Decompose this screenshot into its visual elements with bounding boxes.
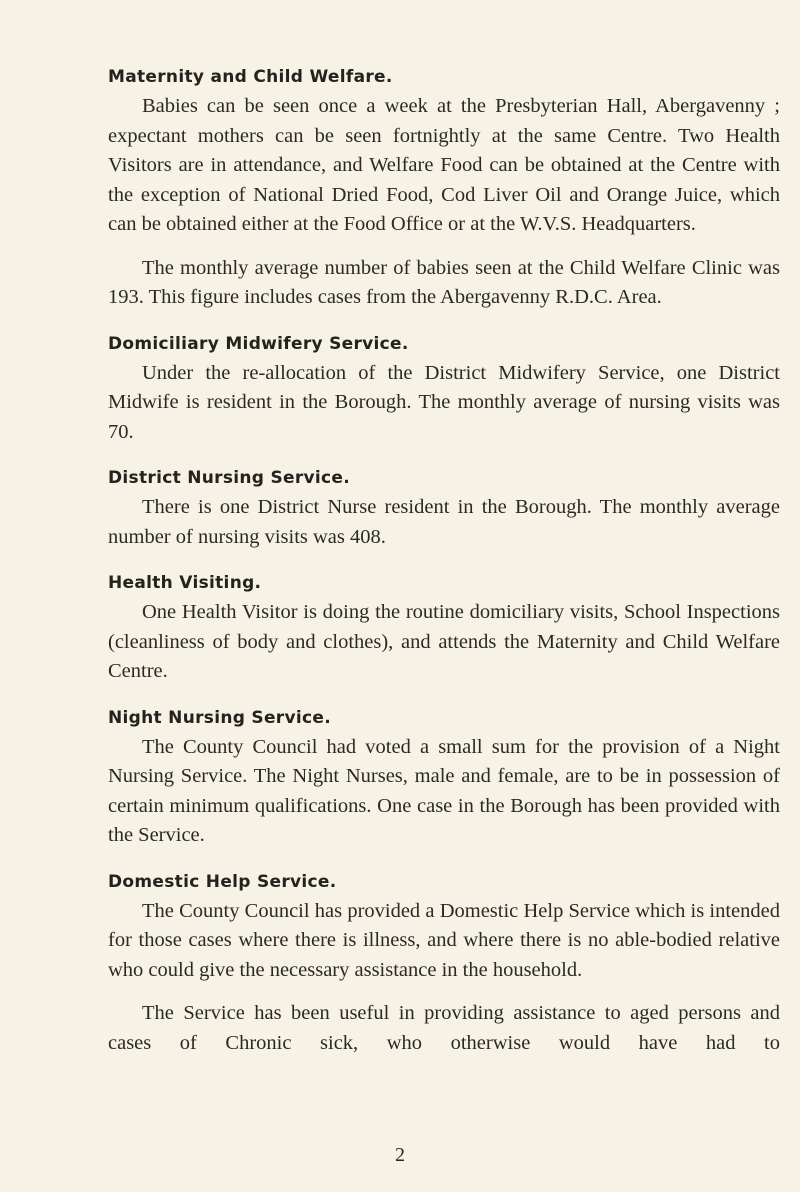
paragraph: The County Council has provided a Domestic Help Service which is intended for those cases where there is illness, and where there is no able-bodied relative who could give the necessary assistance in the household. bbox=[108, 899, 780, 981]
page-body bbox=[108, 64, 780, 1058]
paragraph: The County Council had voted a small sum for the provision of a Night Nursing Service. The Night Nurses, male and female, are to be in possession of certain minimum qualifications. One case in the Borough has been provided with the Service. bbox=[108, 735, 780, 846]
section-heading: Health Visiting. bbox=[108, 573, 262, 593]
paragraph: The Service has been useful in providing assistance to aged persons and cases of Chronic sick, who otherwise would have had to bbox=[108, 1002, 780, 1054]
section-district-nursing bbox=[108, 465, 780, 552]
section-night-nursing bbox=[108, 705, 780, 851]
section-health-visiting bbox=[108, 570, 780, 687]
paragraph: The monthly average number of babies seen at the Child Welfare Clinic was 193. This figure includes cases from the Abergavenny R.D.C. Area. bbox=[108, 256, 780, 308]
section-heading: Maternity and Child Welfare. bbox=[108, 67, 393, 87]
section-heading: Domiciliary Midwifery Service. bbox=[108, 333, 409, 354]
paragraph: One Health Visitor is doing the routine domiciliary visits, School Inspections (cleanliness of body and clothes), and attends the Maternity and Child Welfare Centre. bbox=[108, 601, 780, 682]
paragraph: Babies can be seen once a week at the Presbyterian Hall, Abergavenny ; expectant mothers can be seen fortnightly at the same Centre. Two Health Visitors are in attendance, and Welfare Food can be obtained at the Centre with the exception of National Dried Food, Cod Liver Oil and Orange Juice, which can be obtained either at the Food Office or at the W.V.S. Headquarters. bbox=[108, 95, 780, 235]
section-maternity-child-welfare bbox=[108, 64, 780, 313]
section-domestic-help bbox=[108, 869, 780, 1059]
paragraph: There is one District Nurse resident in the Borough. The monthly average number of nursing visits was 408. bbox=[108, 496, 780, 548]
section-domiciliary-midwifery bbox=[108, 331, 780, 448]
page-number: 2 bbox=[395, 1144, 405, 1166]
section-heading: District Nursing Service. bbox=[108, 468, 350, 488]
section-heading: Night Nursing Service. bbox=[108, 707, 331, 728]
section-heading: Domestic Help Service. bbox=[108, 871, 337, 892]
paragraph: Under the re-allocation of the District Midwifery Service, one District Midwife is resident in the Borough. The monthly average of nursing visits was 70. bbox=[108, 361, 780, 443]
